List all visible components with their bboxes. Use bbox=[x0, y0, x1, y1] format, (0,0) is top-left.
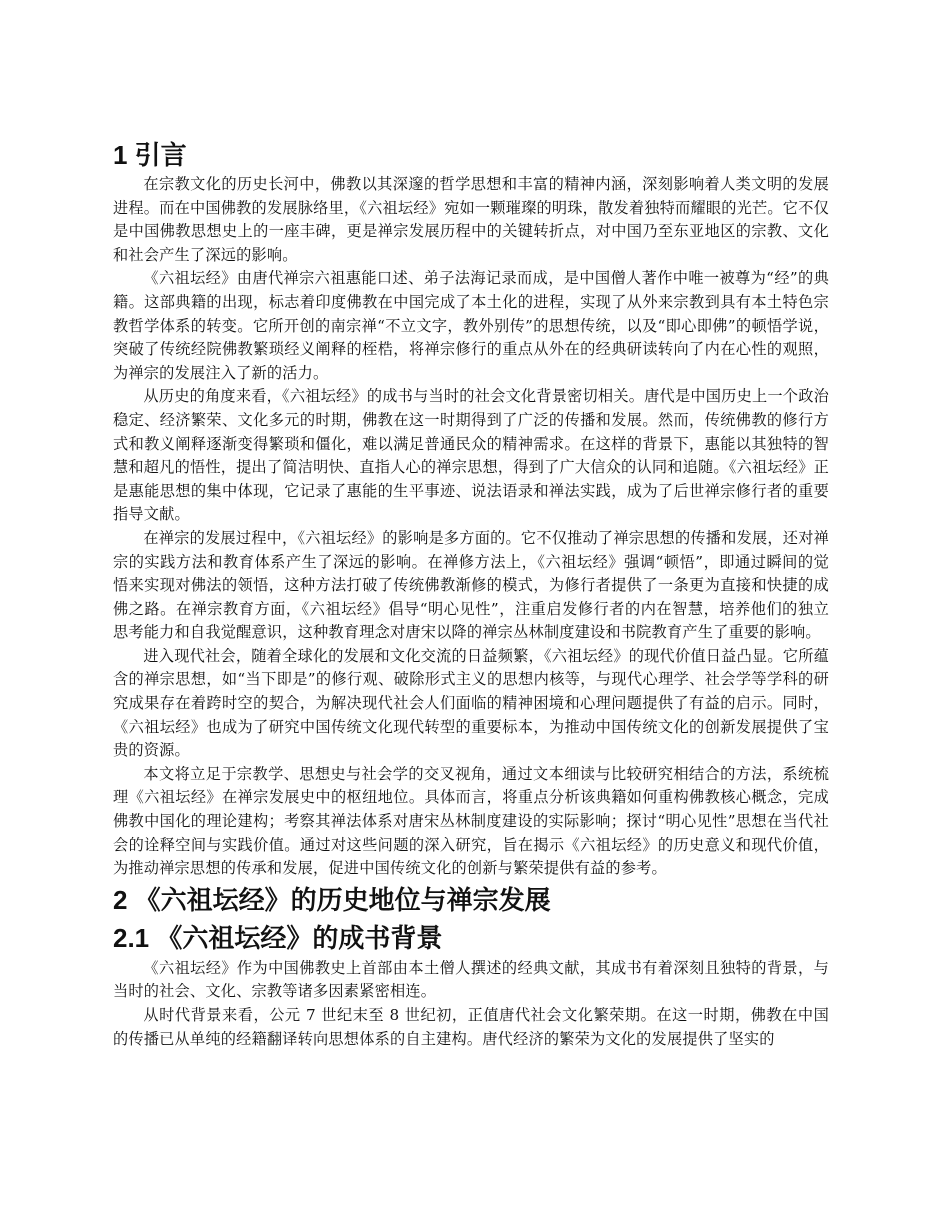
paragraph: 从时代背景来看，公元 7 世纪末至 8 世纪初，正值唐代社会文化繁荣期。在这一时期，佛教在中国的传播已从单纯的经籍翻译转向思想体系的自主建构。唐代经济的繁荣为文化的发展提供了坚实的 bbox=[113, 1006, 829, 1048]
subsection-heading-background: 2.1 《六祖坛经》的成书背景 bbox=[113, 922, 443, 953]
paragraph: 在禅宗的发展过程中，《六祖坛经》的影响是多方面的。它不仅推动了禅宗思想的传播和发展，还对禅宗的实践方法和教育体系产生了深远的影响。在禅修方法上，《六祖坛经》强调“顿悟”，即通过瞬间的觉悟来实现对佛法的领悟，这种方法打破了传统佛教渐修的模式，为修行者提供了一条更为直接和快捷的成佛之路。在禅宗教育方面，《六祖坛经》倡导“明心见性”，注重启发修行者的内在智慧，培养他们的独立思考能力和自我觉醒意识，这种教育理念对唐宋以降的禅宗丛林制度建设和书院教育产生了重要的影响。 bbox=[113, 528, 829, 642]
section-heading-historical-status: 2 《六祖坛经》的历史地位与禅宗发展 bbox=[113, 884, 551, 915]
section-heading-introduction: 1 引言 bbox=[113, 140, 187, 170]
paragraph: 进入现代社会，随着全球化的发展和文化交流的日益频繁，《六祖坛经》的现代价值日益凸显。它所蕴含的禅宗思想，如“当下即是”的修行观、破除形式主义的思想内核等，与现代心理学、社会学等学科的研究成果存在着跨时空的契合，为解决现代社会人们面临的精神困境和心理问题提供了有益的启示。同时，《六祖坛经》也成为了研究中国传统文化现代转型的重要标本，为推动中国传统文化的创新发展提供了宝贵的资源。 bbox=[113, 646, 829, 760]
paragraph: 从历史的角度来看，《六祖坛经》的成书与当时的社会文化背景密切相关。唐代是中国历史上一个政治稳定、经济繁荣、文化多元的时期，佛教在这一时期得到了广泛的传播和发展。然而，传统佛教的修行方式和教义阐释逐渐变得繁琐和僵化，难以满足普通民众的精神需求。在这样的背景下，惠能以其独特的智慧和超凡的悟性，提出了简洁明快、直指人心的禅宗思想，得到了广大信众的认同和追随。《六祖坛经》正是惠能思想的集中体现，它记录了惠能的生平事迹、说法语录和禅法实践，成为了后世禅宗修行者的重要指导文献。 bbox=[113, 387, 829, 524]
paragraph: 本文将立足于宗教学、思想史与社会学的交叉视角，通过文本细读与比较研究相结合的方法，系统梳理《六祖坛经》在禅宗发展史中的枢纽地位。具体而言，将重点分析该典籍如何重构佛教核心概念，完成佛教中国化的理论建构；考察其禅法体系对唐宋丛林制度建设的实际影响；探讨“明心见性”思想在当代社会的诠释空间与实践价值。通过对这些问题的深入研究，旨在揭示《六祖坛经》的历史意义和现代价值，为推动禅宗思想的传承和发展，促进中国传统文化的创新与繁荣提供有益的参考。 bbox=[113, 764, 829, 878]
paragraph: 在宗教文化的历史长河中，佛教以其深邃的哲学思想和丰富的精神内涵，深刻影响着人类文明的发展进程。而在中国佛教的发展脉络里，《六祖坛经》宛如一颗璀璨的明珠，散发着独特而耀眼的光芒。它不仅是中国佛教思想史上的一座丰碑，更是禅宗发展历程中的关键转折点，对中国乃至东亚地区的宗教、文化和社会产生了深远的影响。 bbox=[113, 175, 829, 264]
document-page bbox=[113, 138, 829, 1051]
paragraph: 《六祖坛经》作为中国佛教史上首部由本土僧人撰述的经典文献，其成书有着深刻且独特的背景，与当时的社会、文化、宗教等诸多因素紧密相连。 bbox=[113, 958, 829, 1001]
paragraph: 《六祖坛经》由唐代禅宗六祖惠能口述、弟子法海记录而成，是中国僧人著作中唯一被尊为“经”的典籍。这部典籍的出现，标志着印度佛教在中国完成了本土化的进程，实现了从外来宗教到具有本土特色宗教哲学体系的转变。它所开创的南宗禅“不立文字，教外别传”的思想传统，以及“即心即佛”的顿悟学说，突破了传统经院佛教繁琐经义阐释的桎梏，将禅宗修行的重点从外在的经典研读转向了内在心性的观照，为禅宗的发展注入了新的活力。 bbox=[113, 269, 829, 382]
